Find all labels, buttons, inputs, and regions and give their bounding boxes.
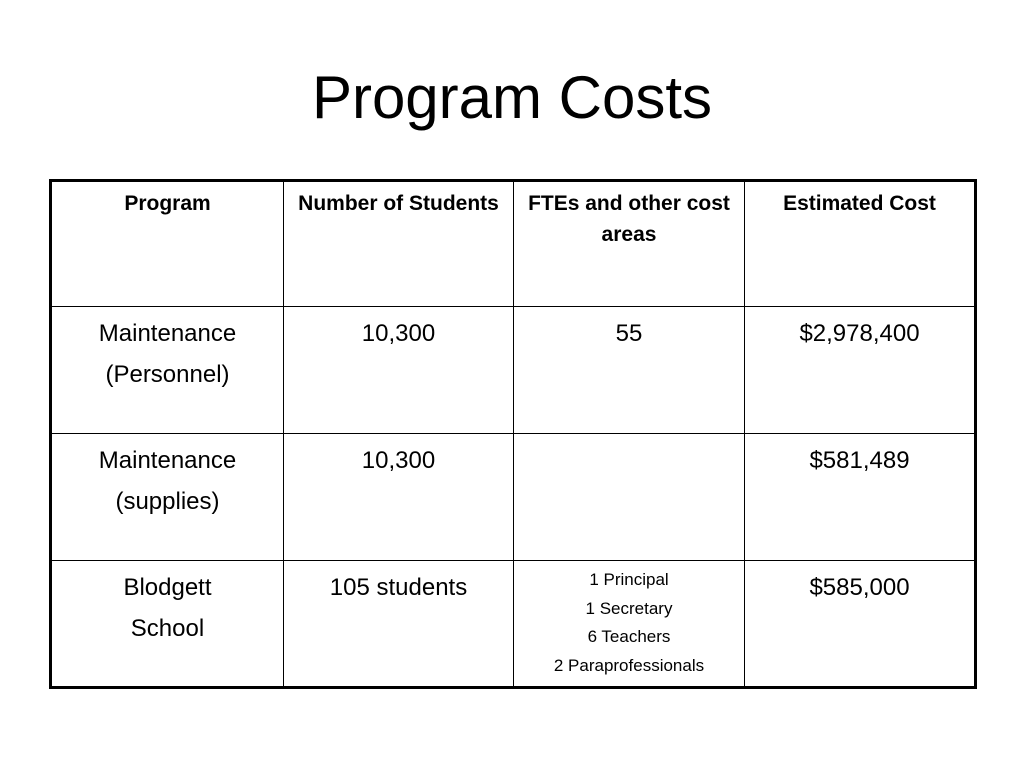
cell-program: Maintenance (supplies) — [51, 434, 284, 561]
header-ftes: FTEs and other cost areas — [514, 181, 745, 307]
table-header-row — [51, 181, 976, 307]
cell-students: 10,300 — [284, 307, 514, 434]
header-number-of-students: Number of Students — [284, 181, 514, 307]
cell-students: 105 students — [284, 561, 514, 688]
table-row — [51, 307, 976, 434]
slide-title: Program Costs — [311, 64, 713, 131]
table-row — [51, 434, 976, 561]
cell-program: Maintenance (Personnel) — [51, 307, 284, 434]
program-costs-table — [49, 179, 977, 689]
cell-program: Blodgett School — [51, 561, 284, 688]
cell-ftes-list — [514, 561, 745, 688]
fte-item: 1 Principal — [589, 570, 669, 589]
cell-students: 10,300 — [284, 434, 514, 561]
cell-ftes — [514, 434, 745, 561]
fte-item: 1 Secretary — [585, 598, 673, 618]
header-estimated-cost: Estimated Cost — [745, 181, 976, 307]
cell-ftes: 55 — [514, 307, 745, 434]
cell-cost: $581,489 — [745, 434, 976, 561]
header-program: Program — [51, 181, 284, 307]
cell-cost: $585,000 — [745, 561, 976, 688]
fte-item: 6 Teachers — [587, 627, 671, 646]
fte-item: 2 Paraprofessionals — [553, 655, 705, 675]
table-row — [51, 561, 976, 688]
cell-cost: $2,978,400 — [745, 307, 976, 434]
